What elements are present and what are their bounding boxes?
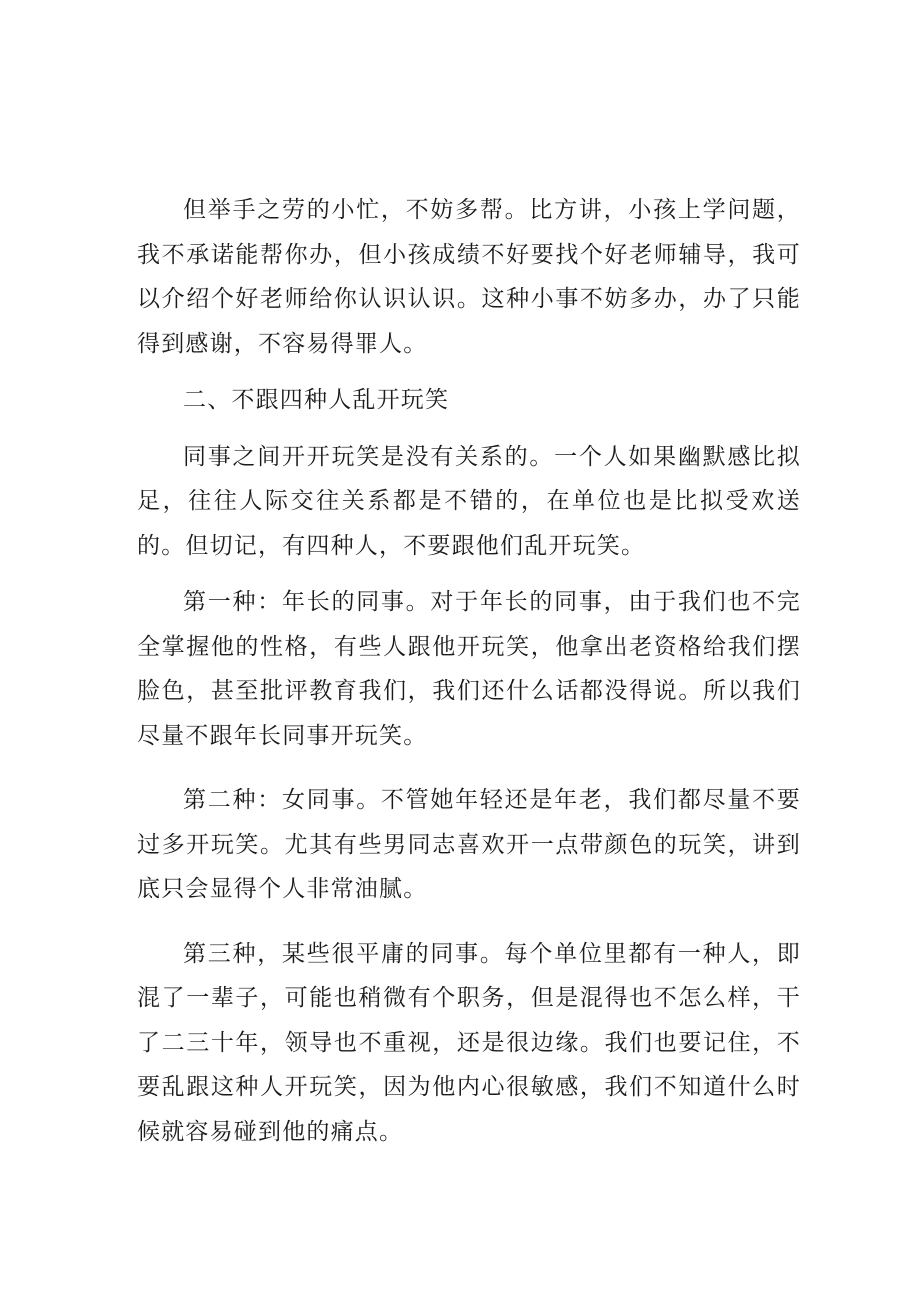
paragraph-first-type: 第一种：年长的同事。对于年长的同事，由于我们也不完全掌握他的性格，有些人跟他开玩笑，他拿出老资格给我们摆脸色，甚至批评教育我们，我们还什么话都没得说。所以我们尽量不跟年长同事开玩笑。 — [137, 589, 801, 749]
paragraph-third-type: 第三种，某些很平庸的同事。每个单位里都有一种人，即混了一辈子，可能也稍微有个职务，但是混得也不怎么样，干了二三十年，领导也不重视，还是很边缘。我们也要记住，不要乱跟这种人开玩笑，因为他内心很敏感，我们不知道什么时候就容易碰到他的痛点。 — [137, 940, 801, 1145]
paragraph-small-favors: 但举手之劳的小忙，不妨多帮。比方讲，小孩上学问题，我不承诺能帮你办，但小孩成绩不好要找个好老师辅导，我可以介绍个好老师给你认识认识。这种小事不妨多办，办了只能得到感谢，不容易得罪人。 — [137, 197, 801, 357]
paragraph-second-type: 第二种：女同事。不管她年轻还是年老，我们都尽量不要过多开玩笑。尤其有些男同志喜欢开一点带颜色的玩笑，讲到底只会显得个人非常油腻。 — [137, 787, 801, 902]
paragraph-jokes-intro: 同事之间开开玩笑是没有关系的。一个人如果幽默感比拟足，往往人际交往关系都是不错的，在单位也是比拟受欢送的。但切记，有四种人，不要跟他们乱开玩笑。 — [137, 443, 801, 559]
document-body — [137, 188, 801, 1154]
section-heading: 二、不跟四种人乱开玩笑 — [183, 387, 450, 413]
